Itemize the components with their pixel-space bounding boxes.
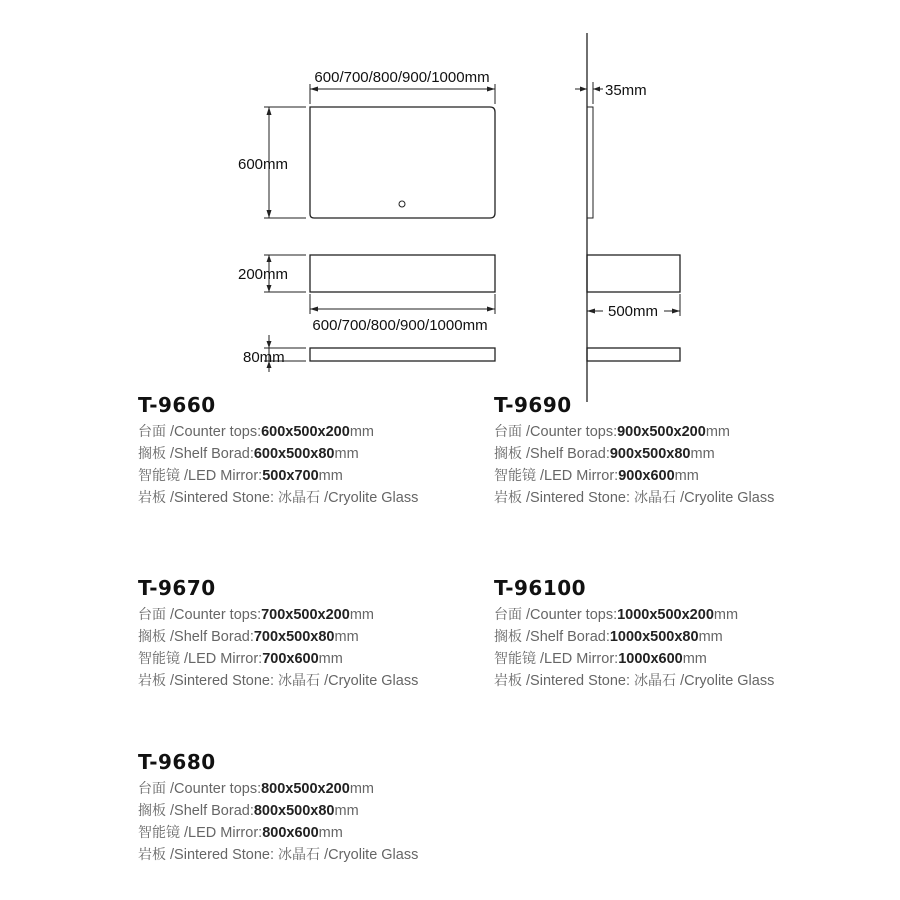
dim-width-top: 600/700/800/900/1000mm	[314, 69, 490, 86]
model-title: T-9690	[494, 393, 572, 417]
model-title: T-9680	[138, 750, 216, 774]
dim-counter-height: 200mm	[238, 266, 289, 283]
dimension-drawing	[0, 0, 900, 410]
dim-width-bottom: 600/700/800/900/1000mm	[312, 317, 488, 334]
shelf-row: 搁板 /Shelf Borad:700x500x80mm	[138, 629, 359, 645]
counter-row: 台面 /Counter tops:900x500x200mm	[494, 424, 730, 440]
mirror-row: 智能镜 /LED Mirror:500x700mm	[138, 468, 343, 484]
mirror-row: 智能镜 /LED Mirror:700x600mm	[138, 651, 343, 667]
spec-block-t-96100	[494, 576, 854, 692]
spec-block-t-9690	[494, 393, 854, 509]
counter-row: 台面 /Counter tops:800x500x200mm	[138, 781, 374, 797]
spec-block-t-9670	[138, 576, 498, 692]
model-title: T-96100	[494, 576, 587, 600]
shelf-row: 搁板 /Shelf Borad:600x500x80mm	[138, 446, 359, 462]
stone-row: 岩板 /Sintered Stone: 冰晶石 /Cryolite Glass	[494, 490, 775, 506]
dim-shelf-height: 80mm	[243, 349, 285, 366]
shelf-row: 搁板 /Shelf Borad:900x500x80mm	[494, 446, 715, 462]
model-title: T-9660	[138, 393, 216, 417]
counter-row: 台面 /Counter tops:600x500x200mm	[138, 424, 374, 440]
mirror-row: 智能镜 /LED Mirror:800x600mm	[138, 825, 343, 841]
stone-row: 岩板 /Sintered Stone: 冰晶石 /Cryolite Glass	[138, 490, 419, 506]
shelf-outline	[310, 348, 495, 361]
stone-row: 岩板 /Sintered Stone: 冰晶石 /Cryolite Glass	[138, 847, 419, 863]
mirror-row: 智能镜 /LED Mirror:1000x600mm	[494, 651, 707, 667]
dim-side-thickness: 35mm	[605, 82, 647, 99]
counter-top-outline	[310, 255, 495, 292]
mirror-row: 智能镜 /LED Mirror:900x600mm	[494, 468, 699, 484]
counter-row: 台面 /Counter tops:700x500x200mm	[138, 607, 374, 623]
stone-row: 岩板 /Sintered Stone: 冰晶石 /Cryolite Glass	[494, 673, 775, 689]
dim-mirror-height: 600mm	[238, 156, 289, 173]
shelf-row: 搁板 /Shelf Borad:1000x500x80mm	[494, 629, 723, 645]
mirror-side-outline	[587, 107, 593, 218]
model-title: T-9670	[138, 576, 216, 600]
counter-side-outline	[587, 255, 680, 292]
dim-side-depth: 500mm	[607, 303, 659, 320]
shelf-row: 搁板 /Shelf Borad:800x500x80mm	[138, 803, 359, 819]
counter-row: 台面 /Counter tops:1000x500x200mm	[494, 607, 739, 623]
shelf-side-outline	[587, 348, 680, 361]
spec-block-t-9680	[138, 750, 498, 866]
stone-row: 岩板 /Sintered Stone: 冰晶石 /Cryolite Glass	[138, 673, 419, 689]
mirror-touch-sensor-icon	[399, 201, 405, 207]
spec-block-t-9660	[138, 393, 498, 509]
